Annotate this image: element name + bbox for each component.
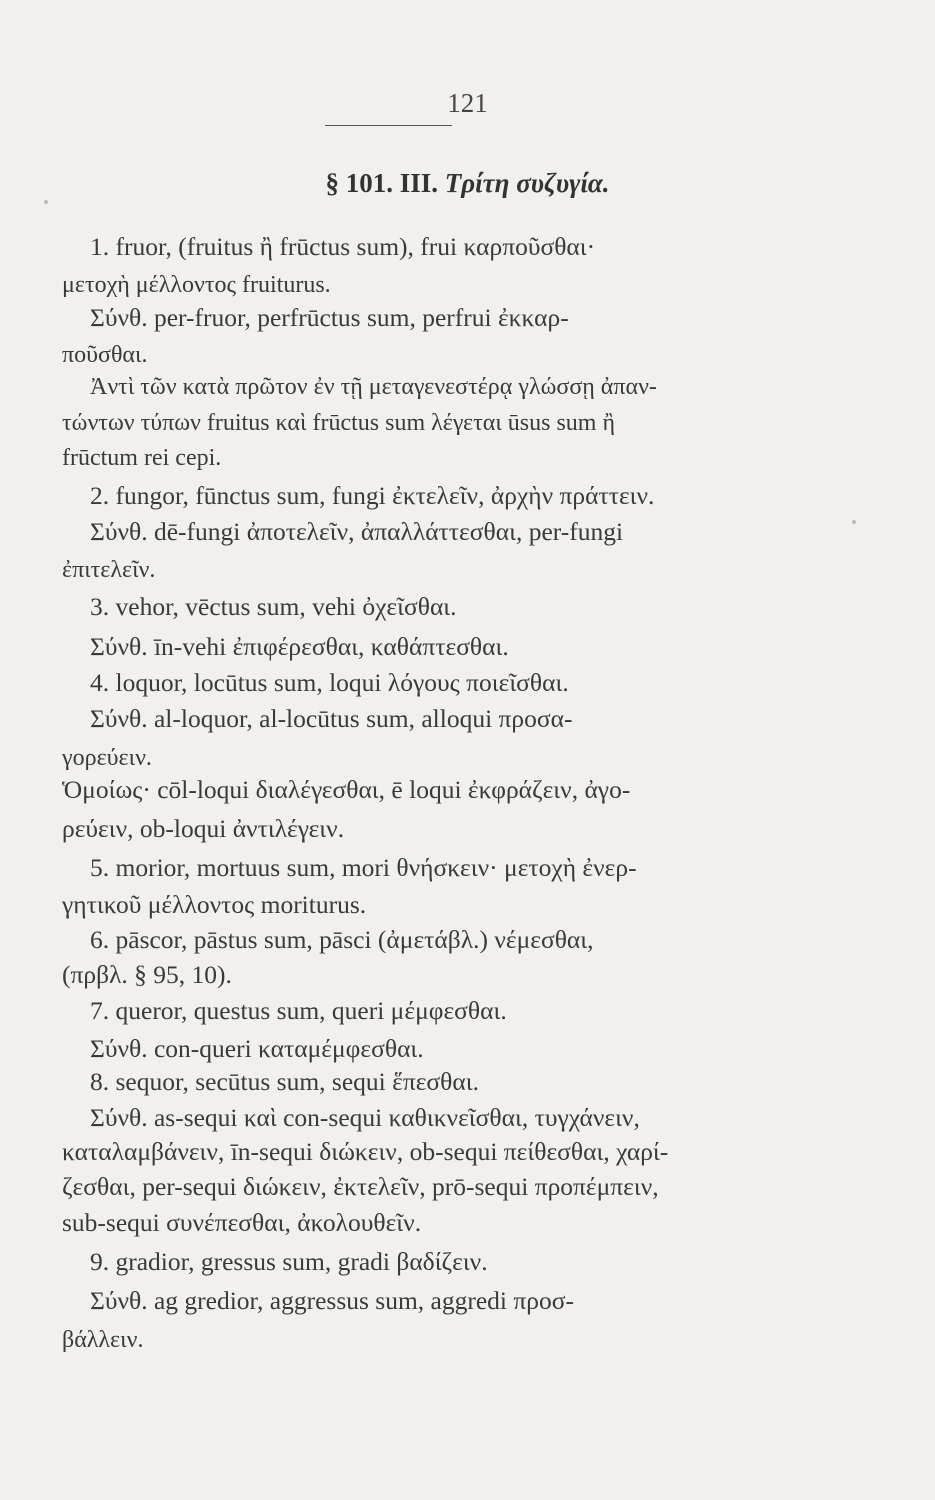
- text-line: Σύνθ. al-loquor, al-locūtus sum, alloqui προσα-: [90, 704, 573, 733]
- paper-speck: [852, 520, 856, 524]
- text-line: γορεύειν.: [62, 745, 152, 771]
- section-title: Τρίτη συζυγία.: [444, 168, 610, 198]
- text-line: 4. loquor, locūtus sum, loqui λόγους ποιεῖσθαι.: [90, 668, 569, 697]
- text-line: 5. morior, mortuus sum, mori θνήσκειν· μετοχὴ ἐνερ-: [90, 853, 637, 882]
- text-line: frūctum rei cepi.: [62, 445, 222, 471]
- text-line: 3. vehor, vēctus sum, vehi ὀχεῖσθαι.: [90, 592, 457, 621]
- text-line: Ὁμοίως· cōl-loqui διαλέγεσθαι, ē loqui ἐκφράζειν, ἀγο-: [62, 775, 631, 804]
- text-line: μετοχὴ μέλλοντος fruiturus.: [62, 272, 331, 298]
- text-line: 7. queror, questus sum, queri μέμφεσθαι.: [90, 996, 507, 1025]
- text-line: 1. fruor, (fruitus ἢ frūctus sum), frui καρποῦσθαι·: [90, 232, 596, 261]
- text-line: Σύνθ. per-fruor, perfrūctus sum, perfrui ἐκκαρ-: [90, 303, 569, 332]
- text-line: τώντων τύπων fruitus καὶ frūctus sum λέγεται ūsus sum ἢ: [62, 410, 616, 436]
- text-line: (πρβλ. § 95, 10).: [62, 960, 232, 989]
- text-line: καταλαμβάνειν, īn-sequi διώκειν, ob-sequi πείθεσθαι, χαρί-: [62, 1137, 669, 1166]
- text-line: γητικοῦ μέλλοντος moriturus.: [62, 890, 367, 919]
- text-line: ποῦσθαι.: [62, 342, 148, 368]
- text-line: 9. gradior, gressus sum, gradi βαδίζειν.: [90, 1247, 488, 1276]
- text-line: ἐπιτελεῖν.: [62, 557, 156, 583]
- text-line: ζεσθαι, per-sequi διώκειν, ἐκτελεῖν, prō-sequi προπέμπειν,: [62, 1172, 659, 1201]
- text-line: Ἀντὶ τῶν κατὰ πρῶτον ἐν τῇ μεταγενεστέρᾳ γλώσσῃ ἀπαν-: [90, 374, 657, 400]
- text-line: 2. fungor, fūnctus sum, fungi ἐκτελεῖν, ἀρχὴν πράττειν.: [90, 481, 655, 510]
- text-line: Σύνθ. as-sequi καὶ con-sequi καθικνεῖσθαι, τυγχάνειν,: [90, 1103, 640, 1132]
- text-line: sub-sequi συνέπεσθαι, ἀκολουθεῖν.: [62, 1208, 422, 1237]
- text-line: ρεύειν, ob-loqui ἀντιλέγειν.: [62, 814, 345, 843]
- text-line: Σύνθ. con-queri καταμέμφεσθαι.: [90, 1034, 424, 1063]
- text-line: Σύνθ. dē-fungi ἀποτελεῖν, ἀπαλλάττεσθαι, per-fungi: [90, 517, 624, 546]
- text-line: Σύνθ. ag gredior, aggressus sum, aggredi προσ-: [90, 1286, 574, 1315]
- section-number: § 101. III.: [325, 168, 438, 198]
- text-line: 6. pāscor, pāstus sum, pāsci (ἀμετάβλ.) νέμεσθαι,: [90, 925, 594, 954]
- text-line: Σύνθ. īn-vehi ἐπιφέρεσθαι, καθάπτεσθαι.: [90, 632, 509, 661]
- text-line: βάλλειν.: [62, 1327, 144, 1353]
- text-line: 8. sequor, secūtus sum, sequi ἕπεσθαι.: [90, 1067, 479, 1096]
- page-number: 121: [447, 88, 488, 118]
- paper-speck: [44, 200, 48, 204]
